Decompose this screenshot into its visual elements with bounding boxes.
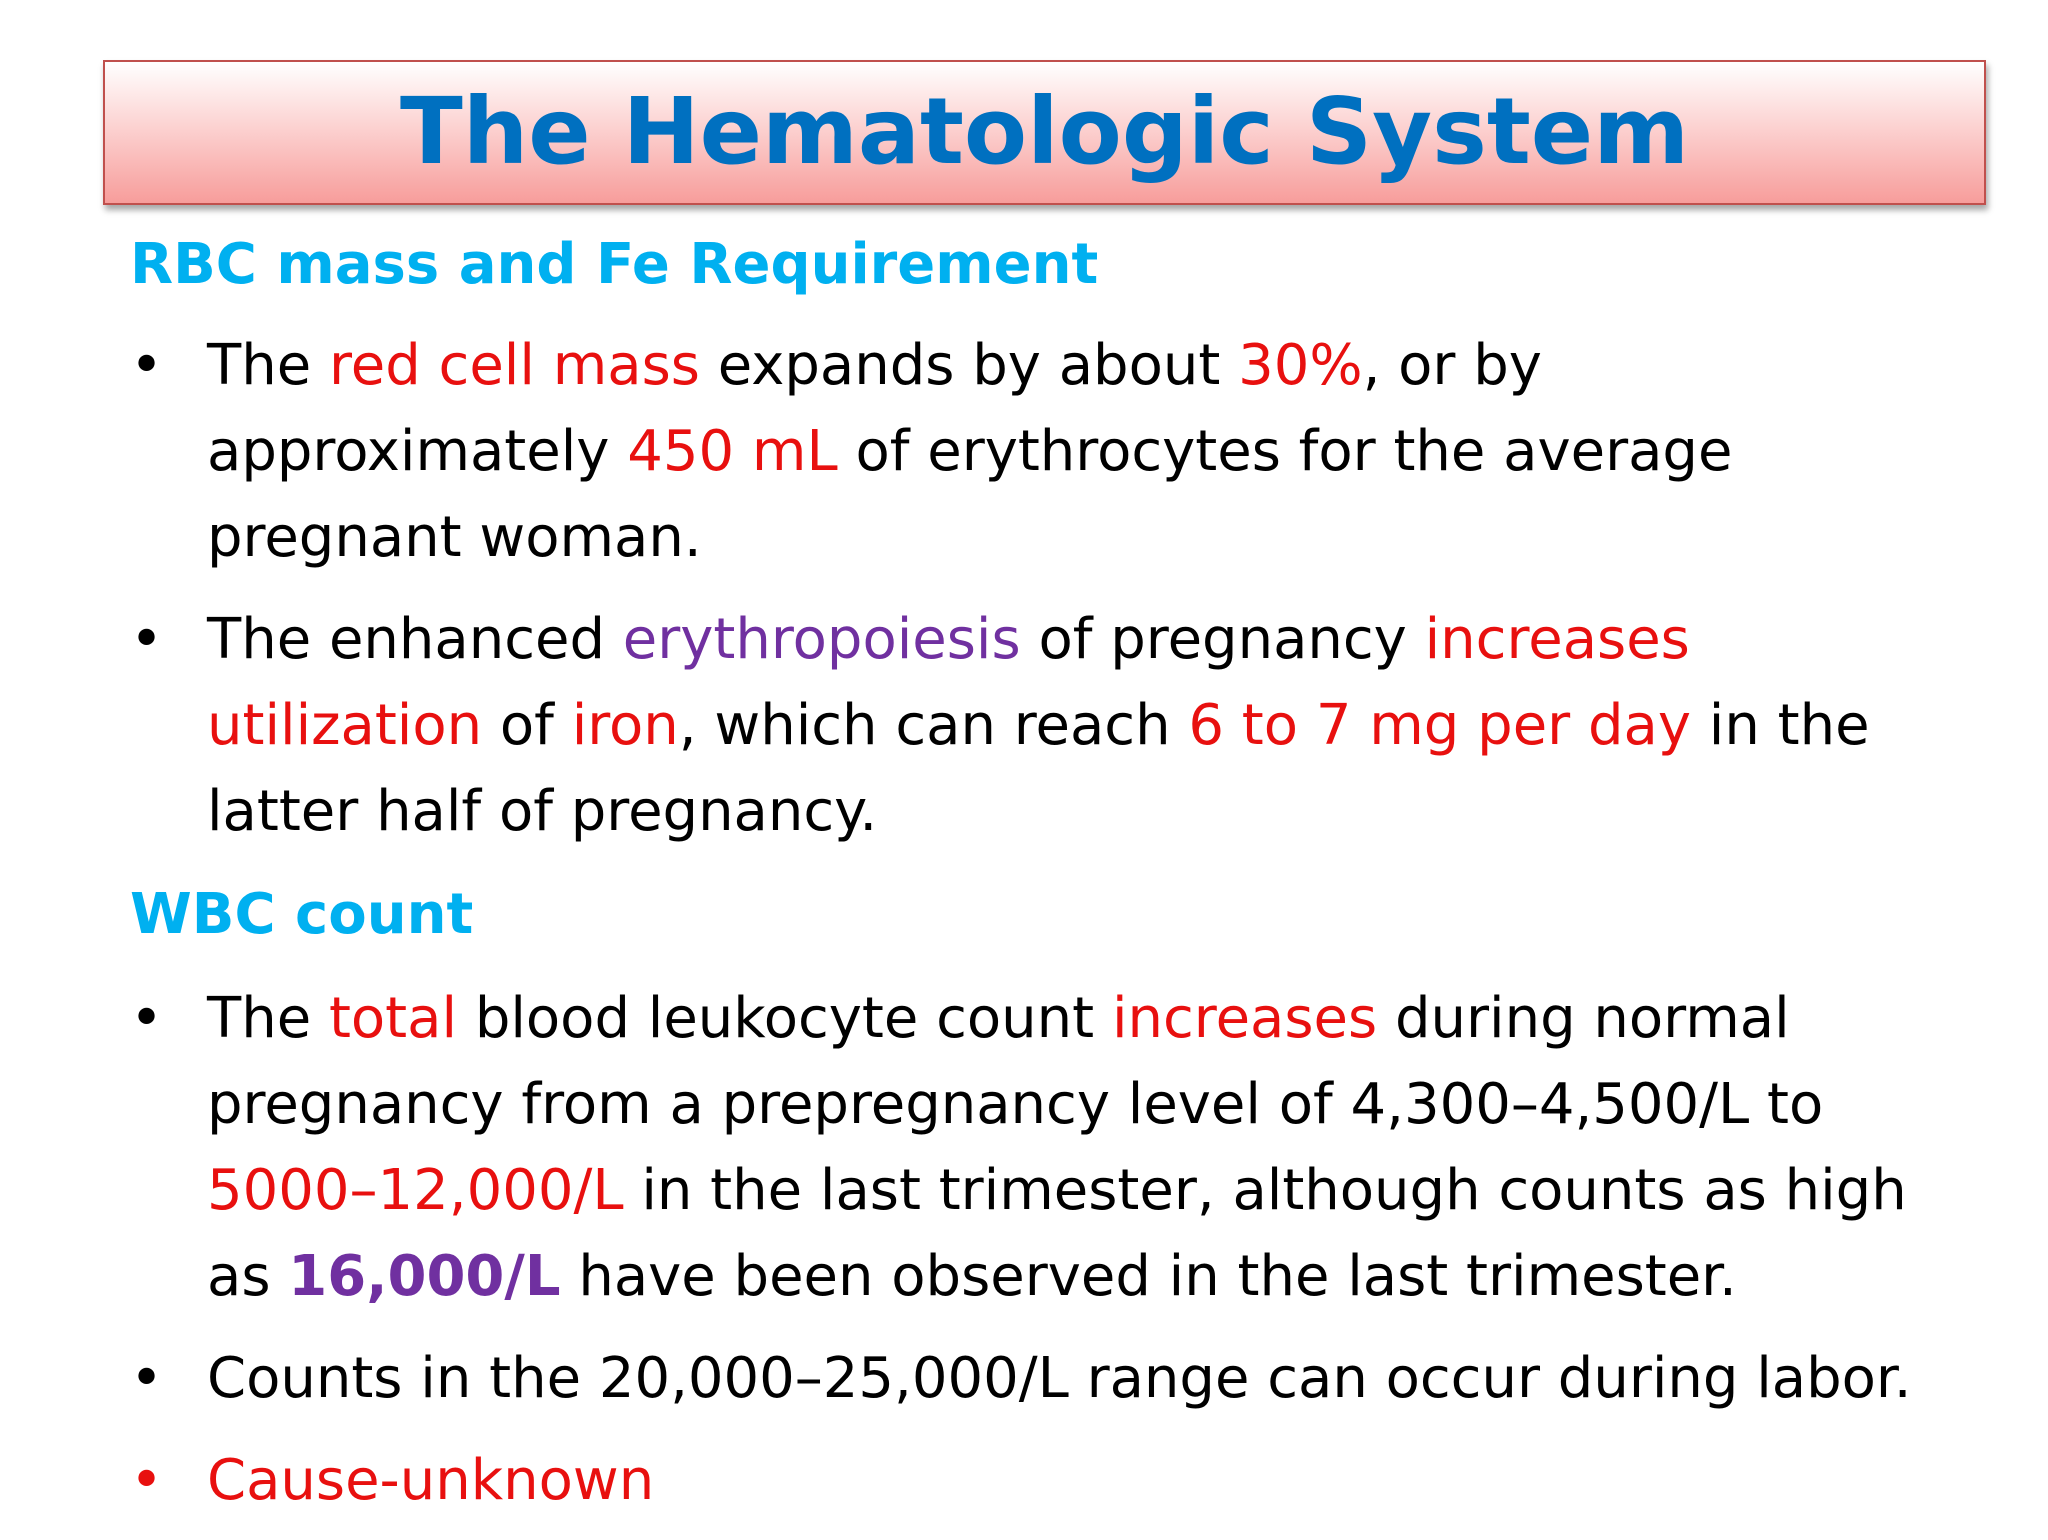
- text-run: increases: [1111, 986, 1378, 1051]
- bullet-line: [207, 409, 2010, 495]
- bullet-item: [130, 1438, 2010, 1524]
- text-run: of: [482, 693, 572, 758]
- text-run: 16,000/L: [288, 1244, 561, 1309]
- text-run: total: [328, 986, 458, 1051]
- bullet-list-wbc: [130, 976, 2010, 1540]
- text-run: in the last trimester, although counts as high: [623, 1158, 1907, 1223]
- text-run: as: [207, 1244, 289, 1309]
- text-run: 450 mL: [627, 419, 838, 484]
- text-run: of erythrocytes for the average: [837, 419, 1733, 484]
- section-heading-wbc: WBC count: [130, 882, 474, 947]
- bullet-dot-icon: •: [130, 986, 164, 1051]
- bullet-line: [207, 597, 2010, 683]
- bullet-line: [207, 323, 2010, 409]
- bullet-line: [207, 1148, 2010, 1234]
- text-run: The: [207, 986, 329, 1051]
- text-run: have been observed in the last trimester.: [560, 1244, 1737, 1309]
- bullet-dot-icon: •: [130, 1346, 164, 1411]
- text-run: , or by: [1362, 333, 1542, 398]
- bullet-line: [207, 683, 2010, 769]
- text-run: pregnancy from a prepregnancy level of 4,300–4,500/L to: [207, 1072, 1824, 1137]
- bullet-item: [130, 976, 2010, 1320]
- bullet-dot-icon: •: [130, 333, 164, 398]
- text-run: 5000–12,000/L: [207, 1158, 624, 1223]
- bullet-item: [130, 597, 2010, 855]
- text-run: pregnant woman.: [207, 505, 702, 570]
- text-run: approximately: [207, 419, 628, 484]
- text-run: during normal: [1377, 986, 1790, 1051]
- text-run: The: [207, 333, 329, 398]
- title-banner: [103, 60, 1986, 205]
- bullet-line: [207, 1062, 2010, 1148]
- bullet-line: [207, 769, 2010, 855]
- text-run: of pregnancy: [1020, 607, 1425, 672]
- bullet-line: [207, 1336, 2010, 1422]
- text-run: expands by about: [699, 333, 1239, 398]
- text-run: in the: [1690, 693, 1870, 758]
- bullet-line: [207, 1234, 2010, 1320]
- text-run: iron: [571, 693, 679, 758]
- bullet-list-rbc: [130, 323, 2010, 871]
- text-run: blood leukocyte count: [457, 986, 1112, 1051]
- bullet-dot-icon: •: [130, 607, 164, 672]
- text-run: 30%: [1238, 333, 1363, 398]
- text-run: Cause-unknown: [207, 1448, 655, 1513]
- text-run: The enhanced: [207, 607, 623, 672]
- text-run: Counts in the 20,000–25,000/L range can occur during labor.: [207, 1346, 1912, 1411]
- text-run: utilization: [207, 693, 483, 758]
- slide-title: The Hematologic System: [399, 78, 1690, 185]
- section-heading-rbc: RBC mass and Fe Requirement: [130, 232, 1099, 297]
- text-run: 6 to 7 mg per day: [1188, 693, 1691, 758]
- text-run: increases: [1424, 607, 1690, 672]
- text-run: red cell mass: [328, 333, 700, 398]
- text-run: , which can reach: [678, 693, 1189, 758]
- text-run: erythropoiesis: [622, 607, 1021, 672]
- bullet-line: [207, 495, 2010, 581]
- bullet-item: [130, 1336, 2010, 1422]
- bullet-line: [207, 976, 2010, 1062]
- bullet-item: [130, 323, 2010, 581]
- text-run: latter half of pregnancy.: [207, 779, 878, 844]
- bullet-dot-icon: •: [130, 1448, 164, 1513]
- bullet-line: [207, 1438, 2010, 1524]
